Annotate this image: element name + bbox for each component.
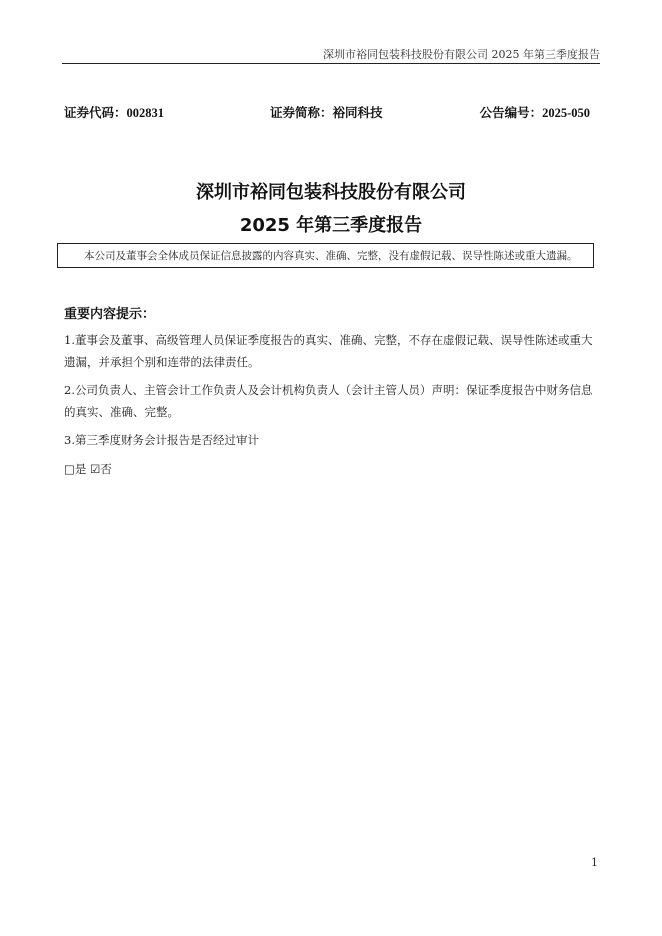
important-item-2: 2.公司负责人、主管会计工作负责人及会计机构负责人（会计主管人员）声明：保证季度报告中财务信息的真实、准确、完整。 bbox=[64, 383, 593, 419]
security-abbreviation-label: 证券简称： bbox=[270, 105, 333, 120]
important-heading: 重要内容提示： bbox=[64, 307, 156, 322]
security-code bbox=[64, 103, 164, 121]
header-divider bbox=[62, 63, 600, 64]
running-header: 深圳市裕同包装科技股份有限公司 2025 年第三季度报告 bbox=[323, 48, 600, 61]
audit-checkbox-row: □是 ☑否 bbox=[64, 462, 112, 476]
security-abbreviation bbox=[270, 103, 383, 121]
security-code-label: 证券代码： bbox=[64, 105, 127, 120]
announcement-number-label: 公告编号： bbox=[479, 105, 543, 120]
company-title: 深圳市裕同包装科技股份有限公司 bbox=[196, 182, 466, 203]
security-code-value: 002831 bbox=[126, 106, 165, 120]
announcement-number bbox=[480, 103, 590, 121]
security-info-row bbox=[64, 103, 590, 121]
security-abbreviation-value: 裕同科技 bbox=[332, 105, 383, 120]
report-title: 2025 年第三季度报告 bbox=[239, 215, 423, 236]
disclosure-notice: 本公司及董事会全体成员保证信息披露的内容真实、准确、完整，没有虚假记载、误导性陈述或重大遗漏。 bbox=[57, 243, 594, 268]
important-item-3: 3.第三季度财务会计报告是否经过审计 bbox=[64, 433, 259, 447]
important-item-1: 1.董事会及董事、高级管理人员保证季度报告的真实、准确、完整，不存在虚假记载、误导性陈述或重大遗漏，并承担个别和连带的法律责任。 bbox=[64, 333, 593, 369]
announcement-number-value: 2025-050 bbox=[542, 106, 590, 120]
page-number: 1 bbox=[591, 856, 598, 869]
